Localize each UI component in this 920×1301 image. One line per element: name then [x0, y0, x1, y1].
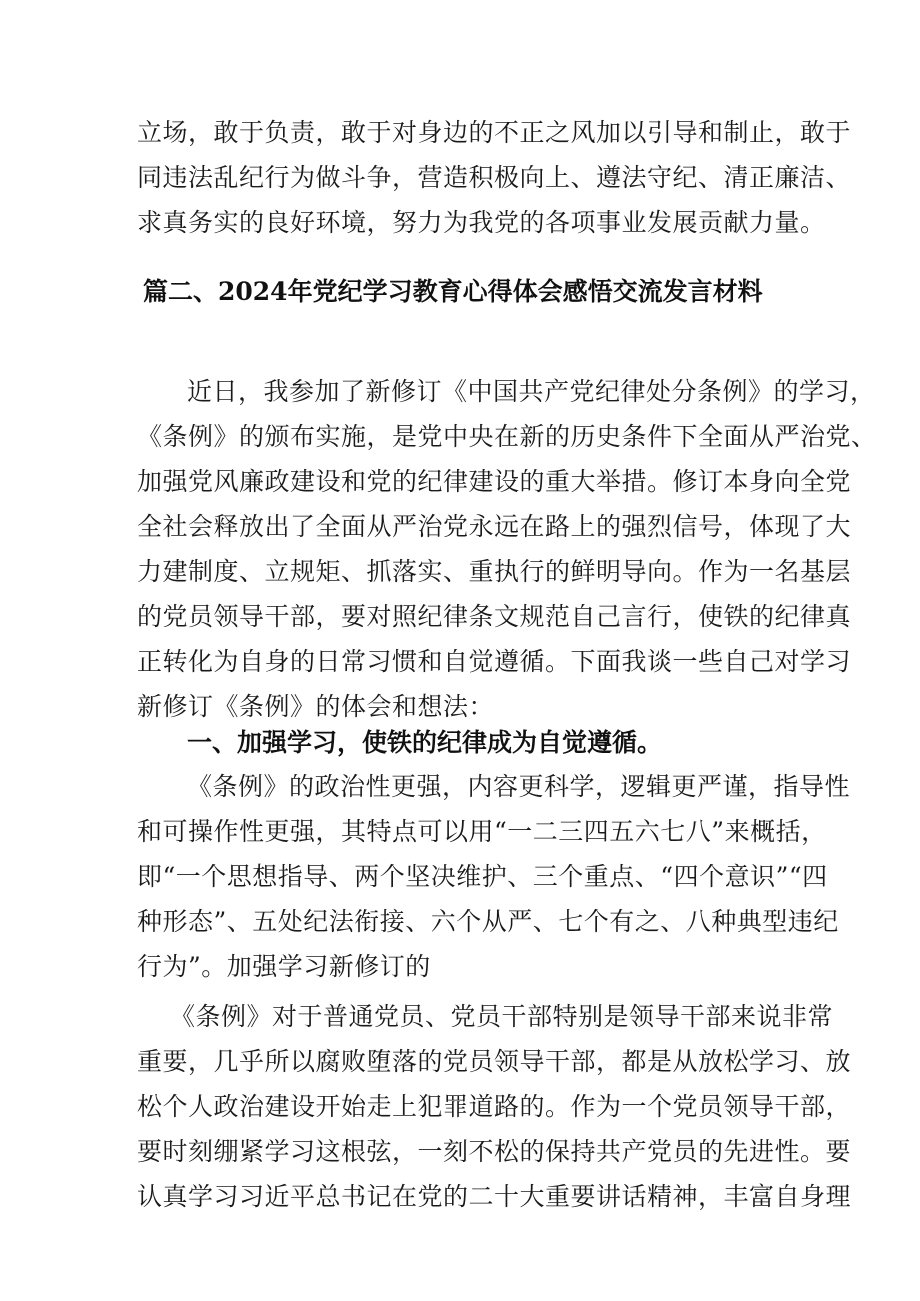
intro-line-2: 同违法乱纪行为做斗争，营造积极向上、遵法守纪、清正廉洁、: [137, 163, 852, 192]
paragraph3-line-1: 《条例》对于普通党员、党员干部特别是领导干部来说非常: [170, 1002, 834, 1031]
intro-line-3: 求真务实的良好环境，努力为我党的各项事业发展贡献力量。: [137, 208, 826, 237]
paragraph3-line-5: 认真学习习近平总书记在党的二十大重要讲话精神，丰富自身理: [137, 1182, 852, 1211]
paragraph3-line-3: 松个人政治建设开始走上犯罪道路的。作为一个党员领导干部，: [137, 1092, 852, 1121]
paragraph1-line-3: 加强党风廉政建设和党的纪律建设的重大举措。修订本身向全党: [137, 467, 852, 496]
intro-line-1: 立场，敢于负责，敢于对身边的不正之风加以引导和制止，敢于: [137, 118, 852, 147]
paragraph1-line-5: 力建制度、立规矩、抓落实、重执行的鲜明导向。作为一名基层: [137, 557, 852, 586]
paragraph3-line-2: 重要，几乎所以腐败堕落的党员领导干部，都是从放松学习、放: [137, 1047, 852, 1076]
subheading-1: 一、加强学习，使铁的纪律成为自觉遵循。: [187, 728, 663, 757]
paragraph2-line-5: 行为”。加强学习新修订的: [137, 952, 431, 981]
paragraph2-line-2: 和可操作性更强，其特点可以用“一二三四五六七八”来概括，: [137, 817, 827, 846]
paragraph2-line-3: 即“一个思想指导、两个坚决维护、三个重点、“四个意识”“四: [137, 862, 828, 891]
paragraph3-line-4: 要时刻绷紧学习这根弦，一刻不松的保持共产党员的先进性。要: [137, 1137, 852, 1166]
paragraph1-line-2: 《条例》的颁布实施，是党中央在新的历史条件下全面从严治党、: [137, 422, 877, 451]
paragraph1-line-7: 正转化为自身的日常习惯和自觉遵循。下面我谈一些自己对学习: [137, 647, 852, 676]
paragraph2-line-4: 种形态”、五处纪法衔接、六个从严、七个有之、八种典型违纪: [137, 907, 839, 936]
paragraph1-line-1: 近日，我参加了新修订《中国共产党纪律处分条例》的学习，: [187, 377, 876, 406]
section-title: 篇二、2024年党纪学习教育心得体会感悟交流发言材料: [143, 277, 763, 306]
paragraph1-line-4: 全社会释放出了全面从严治党永远在路上的强烈信号，体现了大: [137, 512, 852, 541]
paragraph1-line-8: 新修订《条例》的体会和想法：: [137, 692, 495, 721]
paragraph2-line-1: 《条例》的政治性更强，内容更科学，逻辑更严谨，指导性: [187, 772, 851, 801]
paragraph1-line-6: 的党员领导干部，要对照纪律条文规范自己言行，使铁的纪律真: [137, 602, 852, 631]
